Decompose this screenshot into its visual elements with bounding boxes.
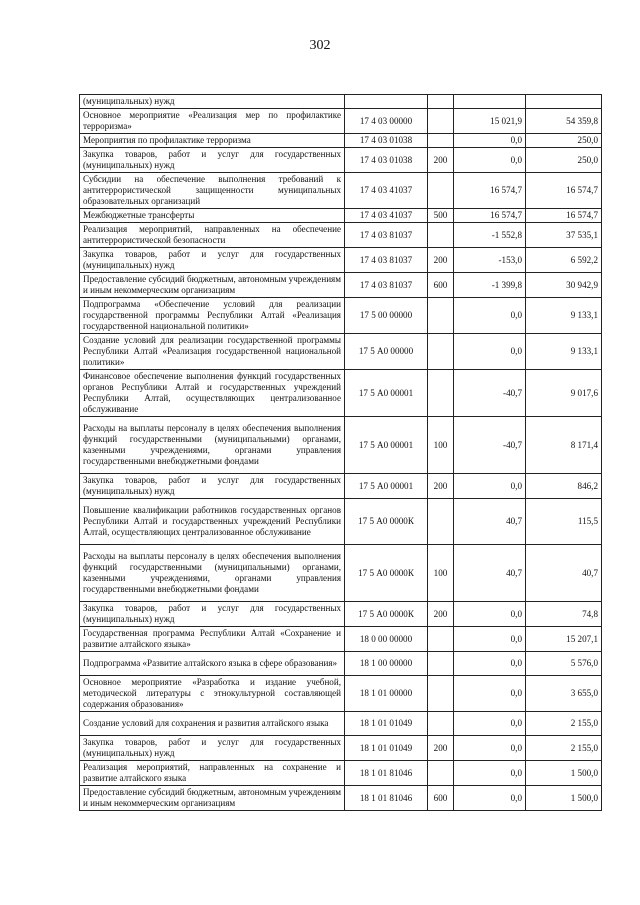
- row-total-amount-cell: 1 500,0: [526, 786, 602, 811]
- table-row: [80, 223, 602, 248]
- row-total-amount-cell: 30 942,9: [526, 273, 602, 298]
- row-code-cell: 17 5 А0 0000К: [345, 602, 428, 627]
- row-expense-type-cell: [428, 298, 454, 334]
- row-expense-type-cell: [428, 109, 454, 134]
- row-total-amount-cell: 2 155,0: [526, 736, 602, 761]
- row-total-amount-cell: 15 207,1: [526, 627, 602, 652]
- row-code-cell: 18 1 01 81046: [345, 761, 428, 786]
- row-total-amount-cell: 1 500,0: [526, 761, 602, 786]
- row-change-amount-cell: 0,0: [454, 627, 526, 652]
- table-row: [80, 273, 602, 298]
- table-row: [80, 499, 602, 545]
- budget-table-body: [80, 95, 602, 811]
- row-expense-type-cell: 100: [428, 545, 454, 602]
- row-code-cell: 17 4 03 81037: [345, 273, 428, 298]
- row-name-cell: Реализация мероприятий, направленных на сохранение и развитие алтайского языка: [80, 761, 345, 786]
- row-name-cell: Закупка товаров, работ и услуг для государственных (муниципальных) нужд: [80, 474, 345, 499]
- row-total-amount-cell: 8 171,4: [526, 417, 602, 474]
- row-total-amount-cell: 16 574,7: [526, 173, 602, 209]
- row-change-amount-cell: 0,0: [454, 298, 526, 334]
- row-change-amount-cell: 0,0: [454, 134, 526, 148]
- table-row: [80, 761, 602, 786]
- row-change-amount-cell: 0,0: [454, 652, 526, 676]
- row-total-amount-cell: 9 133,1: [526, 334, 602, 370]
- table-row: [80, 474, 602, 499]
- row-code-cell: 17 5 А0 0000К: [345, 499, 428, 545]
- row-code-cell: 18 1 01 01049: [345, 736, 428, 761]
- row-change-amount-cell: 0,0: [454, 761, 526, 786]
- row-change-amount-cell: 16 574,7: [454, 173, 526, 209]
- row-total-amount-cell: 3 655,0: [526, 676, 602, 712]
- row-change-amount-cell: 15 021,9: [454, 109, 526, 134]
- row-change-amount-cell: 0,0: [454, 334, 526, 370]
- row-change-amount-cell: 16 574,7: [454, 209, 526, 223]
- row-code-cell: 17 5 А0 00001: [345, 417, 428, 474]
- row-total-amount-cell: 37 535,1: [526, 223, 602, 248]
- table-row: [80, 95, 602, 109]
- row-name-cell: Государственная программа Республики Алтай «Сохранение и развитие алтайского языка»: [80, 627, 345, 652]
- row-code-cell: 18 1 01 00000: [345, 676, 428, 712]
- row-total-amount-cell: 250,0: [526, 148, 602, 173]
- row-code-cell: 17 5 А0 00001: [345, 370, 428, 417]
- row-change-amount-cell: [454, 95, 526, 109]
- table-row: [80, 298, 602, 334]
- row-total-amount-cell: 5 576,0: [526, 652, 602, 676]
- row-name-cell: Создание условий для реализации государственной программы Республики Алтай «Реализация государственной национальной политики»: [80, 334, 345, 370]
- row-change-amount-cell: 0,0: [454, 712, 526, 736]
- row-code-cell: 18 1 01 81046: [345, 786, 428, 811]
- row-code-cell: 17 4 03 41037: [345, 173, 428, 209]
- row-name-cell: Реализация мероприятий, направленных на обеспечение антитеррористической безопасности: [80, 223, 345, 248]
- table-row: [80, 370, 602, 417]
- row-name-cell: Расходы на выплаты персоналу в целях обеспечения выполнения функций государственными (муниципальными) органами, казенными учреждениями, органами управления государственными внебюджетными фондами: [80, 545, 345, 602]
- row-change-amount-cell: 0,0: [454, 786, 526, 811]
- row-total-amount-cell: 54 359,8: [526, 109, 602, 134]
- row-name-cell: (муниципальных) нужд: [80, 95, 345, 109]
- row-name-cell: Расходы на выплаты персоналу в целях обеспечения выполнения функций государственными (муниципальными) органами, казенными учреждениями, органами управления государственными внебюджетными фондами: [80, 417, 345, 474]
- table-row: [80, 109, 602, 134]
- row-code-cell: 17 4 03 01038: [345, 148, 428, 173]
- table-row: [80, 248, 602, 273]
- row-expense-type-cell: [428, 173, 454, 209]
- table-row: [80, 334, 602, 370]
- row-total-amount-cell: 16 574,7: [526, 209, 602, 223]
- row-change-amount-cell: 0,0: [454, 736, 526, 761]
- row-expense-type-cell: [428, 712, 454, 736]
- row-code-cell: 18 1 00 00000: [345, 652, 428, 676]
- row-change-amount-cell: -40,7: [454, 370, 526, 417]
- table-row: [80, 676, 602, 712]
- row-total-amount-cell: 846,2: [526, 474, 602, 499]
- row-name-cell: Основное мероприятие «Реализация мер по профилактике терроризма»: [80, 109, 345, 134]
- table-row: [80, 627, 602, 652]
- row-expense-type-cell: 200: [428, 736, 454, 761]
- row-expense-type-cell: [428, 627, 454, 652]
- row-name-cell: Закупка товаров, работ и услуг для государственных (муниципальных) нужд: [80, 602, 345, 627]
- row-expense-type-cell: [428, 223, 454, 248]
- table-row: [80, 148, 602, 173]
- row-code-cell: 17 4 03 81037: [345, 223, 428, 248]
- row-change-amount-cell: -153,0: [454, 248, 526, 273]
- row-expense-type-cell: 600: [428, 786, 454, 811]
- row-expense-type-cell: 200: [428, 602, 454, 627]
- row-change-amount-cell: -1 552,8: [454, 223, 526, 248]
- row-change-amount-cell: 0,0: [454, 474, 526, 499]
- row-code-cell: [345, 95, 428, 109]
- row-expense-type-cell: [428, 134, 454, 148]
- table-row: [80, 786, 602, 811]
- row-name-cell: Финансовое обеспечение выполнения функций государственных органов Республики Алтай и государственных учреждений Республики Алтай, осуществляющих централизованное обслуживание: [80, 370, 345, 417]
- row-total-amount-cell: 40,7: [526, 545, 602, 602]
- row-expense-type-cell: [428, 652, 454, 676]
- table-row: [80, 712, 602, 736]
- row-total-amount-cell: 6 592,2: [526, 248, 602, 273]
- row-name-cell: Подпрограмма «Развитие алтайского языка в сфере образования»: [80, 652, 345, 676]
- row-change-amount-cell: 0,0: [454, 148, 526, 173]
- row-name-cell: Закупка товаров, работ и услуг для государственных (муниципальных) нужд: [80, 148, 345, 173]
- row-total-amount-cell: 2 155,0: [526, 712, 602, 736]
- row-name-cell: Межбюджетные трансферты: [80, 209, 345, 223]
- row-name-cell: Предоставление субсидий бюджетным, автономным учреждениям и иным некоммерческим организациям: [80, 273, 345, 298]
- row-code-cell: 17 4 03 81037: [345, 248, 428, 273]
- row-expense-type-cell: [428, 95, 454, 109]
- row-expense-type-cell: [428, 761, 454, 786]
- row-expense-type-cell: [428, 676, 454, 712]
- table-row: [80, 173, 602, 209]
- row-expense-type-cell: 200: [428, 148, 454, 173]
- budget-table: [79, 94, 602, 811]
- table-row: [80, 134, 602, 148]
- row-expense-type-cell: 100: [428, 417, 454, 474]
- row-code-cell: 17 5 А0 00001: [345, 474, 428, 499]
- table-row: [80, 736, 602, 761]
- row-name-cell: Основное мероприятие «Разработка и издание учебной, методической литературы с этнокультурной составляющей содержания образования»: [80, 676, 345, 712]
- row-total-amount-cell: 74,8: [526, 602, 602, 627]
- row-code-cell: 17 4 03 41037: [345, 209, 428, 223]
- row-total-amount-cell: [526, 95, 602, 109]
- row-name-cell: Повышение квалификации работников государственных органов Республики Алтай и государственных учреждений Республики Алтай, осуществляющих централизованное обслуживание: [80, 499, 345, 545]
- row-expense-type-cell: [428, 499, 454, 545]
- row-code-cell: 17 5 А0 0000К: [345, 545, 428, 602]
- row-total-amount-cell: 9 133,1: [526, 298, 602, 334]
- row-code-cell: 17 5 А0 00000: [345, 334, 428, 370]
- row-expense-type-cell: 500: [428, 209, 454, 223]
- row-name-cell: Предоставление субсидий бюджетным, автономным учреждениям и иным некоммерческим организациям: [80, 786, 345, 811]
- row-name-cell: Создание условий для сохранения и развития алтайского языка: [80, 712, 345, 736]
- row-name-cell: Закупка товаров, работ и услуг для государственных (муниципальных) нужд: [80, 736, 345, 761]
- row-name-cell: Подпрограмма «Обеспечение условий для реализации государственной программы Республики Алтай «Реализация государственной национальной политики»: [80, 298, 345, 334]
- row-expense-type-cell: 200: [428, 474, 454, 499]
- table-row: [80, 652, 602, 676]
- row-expense-type-cell: 600: [428, 273, 454, 298]
- row-name-cell: Субсидии на обеспечение выполнения требований к антитеррористической защищенности муниципальных образовательных организаций: [80, 173, 345, 209]
- row-total-amount-cell: 9 017,6: [526, 370, 602, 417]
- table-row: [80, 545, 602, 602]
- row-change-amount-cell: 40,7: [454, 499, 526, 545]
- row-total-amount-cell: 250,0: [526, 134, 602, 148]
- row-name-cell: Мероприятия по профилактике терроризма: [80, 134, 345, 148]
- row-change-amount-cell: -1 399,8: [454, 273, 526, 298]
- row-code-cell: 17 4 03 00000: [345, 109, 428, 134]
- row-change-amount-cell: 40,7: [454, 545, 526, 602]
- row-change-amount-cell: 0,0: [454, 602, 526, 627]
- row-expense-type-cell: [428, 370, 454, 417]
- table-row: [80, 602, 602, 627]
- row-expense-type-cell: [428, 334, 454, 370]
- row-change-amount-cell: -40,7: [454, 417, 526, 474]
- row-total-amount-cell: 115,5: [526, 499, 602, 545]
- row-change-amount-cell: 0,0: [454, 676, 526, 712]
- row-code-cell: 18 0 00 00000: [345, 627, 428, 652]
- row-expense-type-cell: 200: [428, 248, 454, 273]
- page-number: 302: [309, 38, 331, 53]
- row-code-cell: 17 5 00 00000: [345, 298, 428, 334]
- table-row: [80, 417, 602, 474]
- row-code-cell: 17 4 03 01038: [345, 134, 428, 148]
- row-code-cell: 18 1 01 01049: [345, 712, 428, 736]
- table-row: [80, 209, 602, 223]
- row-name-cell: Закупка товаров, работ и услуг для государственных (муниципальных) нужд: [80, 248, 345, 273]
